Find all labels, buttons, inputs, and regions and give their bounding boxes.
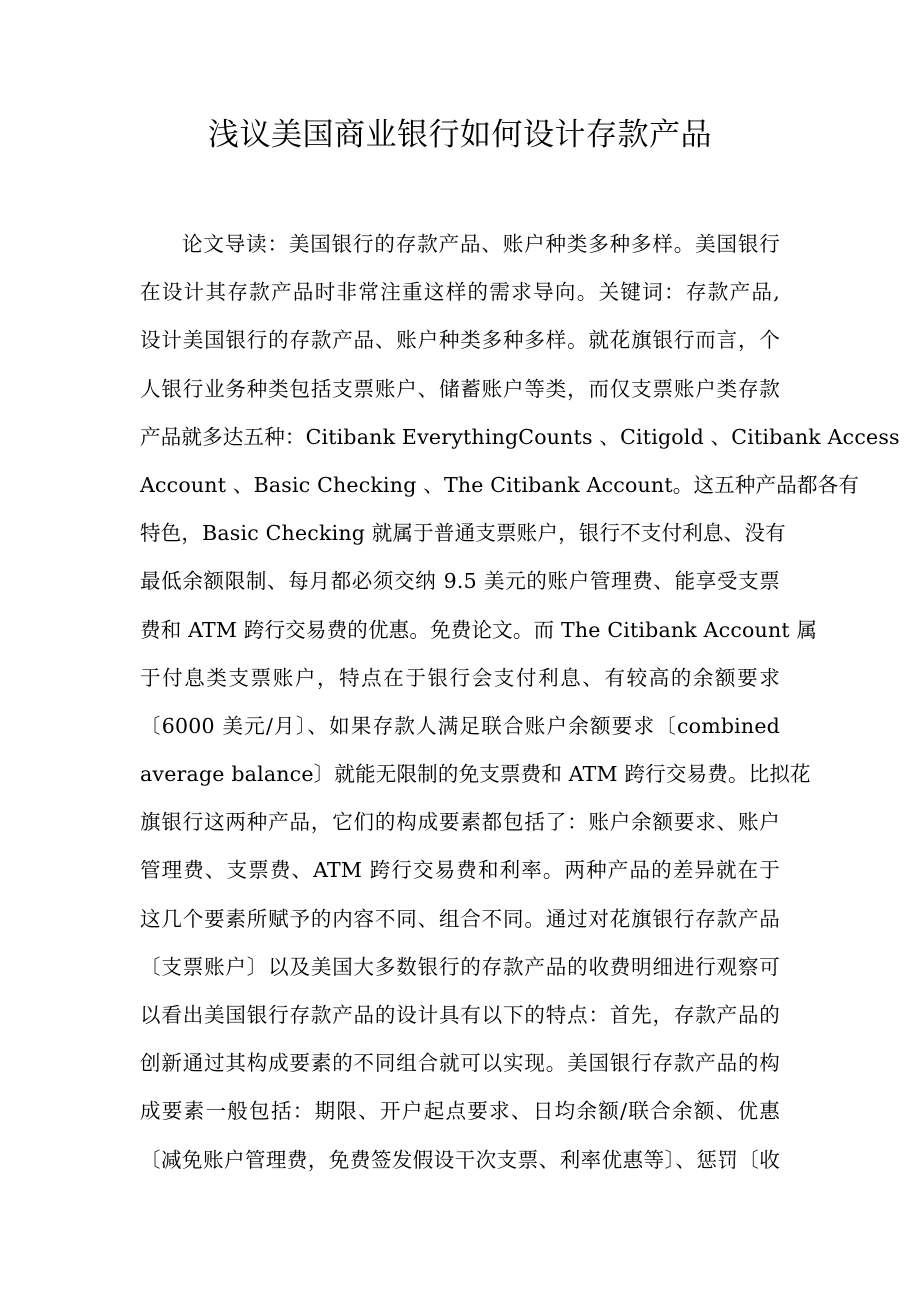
body-line: 设计美国银行的存款产品、账户种类多种多样。就花旗银行而言，个 xyxy=(140,328,780,353)
body-line: 于付息类支票账户，特点在于银行会支付利息、有较高的余额要求 xyxy=(140,665,780,690)
body-line: 论文导读：美国银行的存款产品、账户种类多种多样。美国银行 xyxy=(182,232,780,256)
body-line: 最低余额限制、每月都必须交纳 9.5 美元的账户管理费、能享受支票 xyxy=(140,569,780,594)
body-line: 费和 ATM 跨行交易费的优惠。免费论文。而 The Citibank Account 属 xyxy=(140,617,818,642)
document-title: 浅议美国商业银行如何设计存款产品 xyxy=(208,117,712,153)
body-line: 管理费、支票费、ATM 跨行交易费和利率。两种产品的差异就在于 xyxy=(140,858,780,883)
body-line: Account 、Basic Checking 、The Citibank Account。这五种产品都各有 xyxy=(140,472,860,497)
body-line: 在设计其存款产品时非常注重这样的需求导向。关键词：存款产品, xyxy=(140,280,780,305)
body-line: 〔减免账户管理费，免费签发假设干次支票、利率优惠等〕、惩罚〔收 xyxy=(140,1147,780,1172)
body-line: 产品就多达五种：Citibank EverythingCounts 、Citigold 、Citibank Access xyxy=(140,424,900,449)
body-line: 特色，Basic Checking 就属于普通支票账户，银行不支付利息、没有 xyxy=(140,521,786,546)
document-body xyxy=(140,220,900,1184)
body-line: average balance〕就能无限制的免支票费和 ATM 跨行交易费。比拟花 xyxy=(140,762,811,787)
body-line: 人银行业务种类包括支票账户、储蓄账户等类，而仅支票账户类存款 xyxy=(140,376,780,401)
body-line: 成要素一般包括：期限、开户起点要求、日均余额/联合余额、优惠 xyxy=(140,1099,780,1124)
body-line: 〔6000 美元/月〕、如果存款人满足联合账户余额要求〔combined xyxy=(140,713,780,738)
body-line: 这几个要素所赋予的内容不同、组合不同。通过对花旗银行存款产品 xyxy=(140,906,780,931)
body-line: 创新通过其构成要素的不同组合就可以实现。美国银行存款产品的构 xyxy=(140,1051,780,1076)
body-line: 〔支票账户〕以及美国大多数银行的存款产品的收费明细进行观察可 xyxy=(140,954,780,979)
body-line: 以看出美国银行存款产品的设计具有以下的特点：首先，存款产品的 xyxy=(140,1003,780,1027)
body-line: 旗银行这两种产品，它们的构成要素都包括了：账户余额要求、账户 xyxy=(140,810,780,835)
